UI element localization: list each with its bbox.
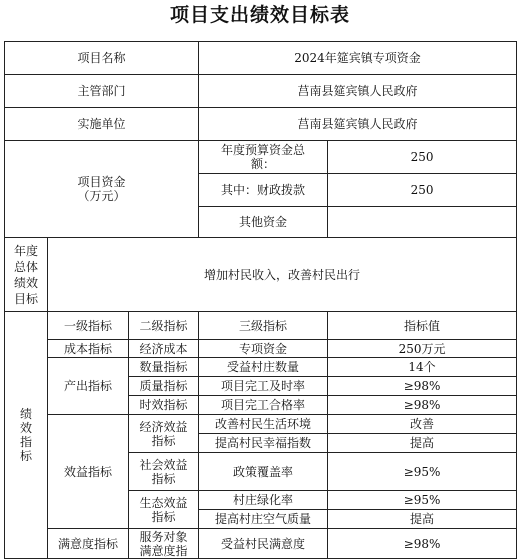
other-funds-value — [328, 207, 517, 238]
output-level2: 时效指标 — [129, 396, 199, 415]
performance-target-table — [4, 41, 517, 559]
row-cost — [5, 340, 517, 358]
output-level3: 受益村庄数量 — [199, 358, 328, 377]
output-value: 14个 — [328, 358, 517, 377]
annual-budget-label: 年度预算资金总 额： — [199, 141, 328, 174]
benefit-value: ≥95% — [328, 491, 517, 510]
row-project-name — [5, 42, 517, 75]
benefit-economic-level2: 经济效益 指标 — [129, 415, 199, 453]
benefit-level1: 效益指标 — [48, 415, 129, 529]
row-output-quantity — [5, 358, 517, 377]
project-name-value: 2024年筵宾镇专项资金 — [199, 42, 517, 75]
output-level2: 数量指标 — [129, 358, 199, 377]
satisfaction-value: ≥98% — [328, 529, 517, 559]
cost-level3: 专项资金 — [199, 340, 328, 358]
row-department — [5, 75, 517, 108]
header-level3: 三级指标 — [199, 312, 328, 340]
cost-level2: 经济成本 — [129, 340, 199, 358]
satisfaction-level1: 满意度指标 — [48, 529, 129, 559]
header-value: 指标值 — [328, 312, 517, 340]
benefit-value: 改善 — [328, 415, 517, 434]
output-level3: 项目完工合格率 — [199, 396, 328, 415]
cost-value: 250万元 — [328, 340, 517, 358]
annual-budget-value: 250 — [328, 141, 517, 174]
benefit-level3: 提高村民幸福指数 — [199, 434, 328, 453]
annual-goal-text: 增加村民收入，改善村民出行 — [48, 238, 517, 312]
department-value: 莒南县筵宾镇人民政府 — [199, 75, 517, 108]
benefit-value: ≥95% — [328, 453, 517, 491]
benefit-level3: 政策覆盖率 — [199, 453, 328, 491]
benefit-social-level2: 社会效益 指标 — [129, 453, 199, 491]
page-title: 项目支出绩效目标表 — [169, 4, 350, 26]
fiscal-allocation-value: 250 — [328, 174, 517, 207]
output-level3: 项目完工及时率 — [199, 377, 328, 396]
satisfaction-level3: 受益村民满意度 — [199, 529, 328, 559]
implementing-unit-label: 实施单位 — [5, 108, 199, 141]
benefit-level3: 改善村民生活环境 — [199, 415, 328, 434]
output-level1: 产出指标 — [48, 358, 129, 415]
benefit-eco-level2: 生态效益 指标 — [129, 491, 199, 529]
row-satisfaction — [5, 529, 517, 559]
row-implementing-unit — [5, 108, 517, 141]
benefit-value: 提高 — [328, 434, 517, 453]
benefit-level3: 村庄绿化率 — [199, 491, 328, 510]
benefit-value: 提高 — [328, 510, 517, 529]
row-annual-goal — [5, 238, 517, 312]
output-value: ≥98% — [328, 377, 517, 396]
fiscal-allocation-label: 其中：财政拨款 — [199, 174, 328, 207]
cost-level1: 成本指标 — [48, 340, 129, 358]
header-level1: 一级指标 — [48, 312, 129, 340]
benefit-level3: 提高村庄空气质量 — [199, 510, 328, 529]
annual-goal-label: 年度 总体 绩效 目标 — [5, 238, 48, 312]
row-indicator-headers — [5, 312, 517, 340]
other-funds-label: 其他资金 — [199, 207, 328, 238]
project-funds-label: 项目资金 （万元） — [5, 141, 199, 238]
row-benefit-economic-1 — [5, 415, 517, 434]
implementing-unit-value: 莒南县筵宾镇人民政府 — [199, 108, 517, 141]
row-funds-budget — [5, 141, 517, 174]
header-level2: 二级指标 — [129, 312, 199, 340]
project-name-label: 项目名称 — [5, 42, 199, 75]
output-level2: 质量指标 — [129, 377, 199, 396]
output-value: ≥98% — [328, 396, 517, 415]
department-label: 主管部门 — [5, 75, 199, 108]
indicators-side-label: 绩 效 指 标 — [5, 312, 48, 559]
satisfaction-level2: 服务对象 满意度指 — [129, 529, 199, 559]
